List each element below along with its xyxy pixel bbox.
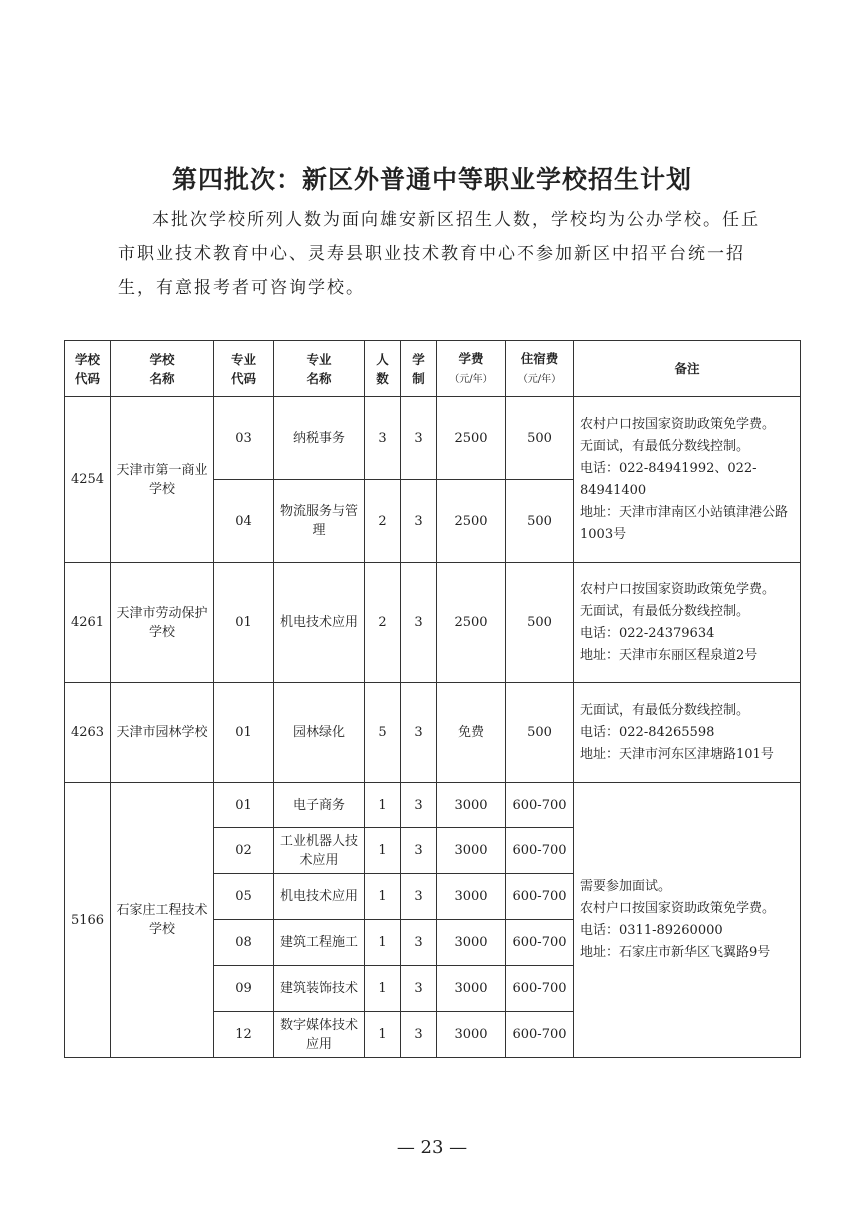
major-count: 1 [365,920,401,966]
major-lodging: 500 [506,683,574,783]
major-years: 3 [401,828,437,874]
page-title: 第四批次：新区外普通中等职业学校招生计划 [171,165,692,194]
major-years: 3 [401,874,437,920]
table-row [65,683,801,783]
major-name: 物流服务与管理 [274,480,365,563]
header-count: 人 数 [365,341,401,397]
header-tuition: 学费 （元/年） [437,341,506,397]
major-tuition: 免费 [437,683,506,783]
header-major-code: 专业 代码 [214,341,274,397]
major-count: 1 [365,874,401,920]
school-code: 4263 [65,683,111,783]
major-years: 3 [401,563,437,683]
major-tuition: 2500 [437,397,506,480]
major-count: 2 [365,563,401,683]
header-school-name: 学校 名称 [111,341,214,397]
header-years: 学 制 [401,341,437,397]
major-code: 09 [214,966,274,1012]
major-count: 1 [365,828,401,874]
major-code: 01 [214,683,274,783]
header-major-name: 专业 名称 [274,341,365,397]
major-lodging: 500 [506,480,574,563]
table-row [65,563,801,683]
major-lodging: 600-700 [506,828,574,874]
major-tuition: 3000 [437,828,506,874]
major-tuition: 3000 [437,1012,506,1058]
major-code: 04 [214,480,274,563]
major-code: 08 [214,920,274,966]
major-name: 机电技术应用 [274,563,365,683]
major-tuition: 3000 [437,874,506,920]
major-code: 02 [214,828,274,874]
table-row [65,397,801,480]
major-tuition: 3000 [437,783,506,828]
major-lodging: 600-700 [506,966,574,1012]
major-years: 3 [401,397,437,480]
header-lodging: 住宿费 （元/年） [506,341,574,397]
major-years: 3 [401,683,437,783]
school-note: 农村户口按国家资助政策免学费。 无面试，有最低分数线控制。 电话：022-24379634 地址：天津市东丽区程泉道2号 [574,563,801,683]
major-lodging: 600-700 [506,920,574,966]
major-name: 建筑工程施工 [274,920,365,966]
major-code: 12 [214,1012,274,1058]
major-tuition: 3000 [437,966,506,1012]
major-name: 工业机器人技术应用 [274,828,365,874]
school-code: 4261 [65,563,111,683]
major-name: 数字媒体技术应用 [274,1012,365,1058]
school-name: 天津市园林学校 [111,683,214,783]
school-name: 天津市劳动保护学校 [111,563,214,683]
major-count: 2 [365,480,401,563]
major-tuition: 2500 [437,480,506,563]
major-name: 纳税事务 [274,397,365,480]
major-count: 1 [365,966,401,1012]
major-tuition: 3000 [437,920,506,966]
major-lodging: 500 [506,563,574,683]
major-years: 3 [401,920,437,966]
school-name: 天津市第一商业学校 [111,397,214,563]
major-lodging: 600-700 [506,874,574,920]
major-name: 园林绿化 [274,683,365,783]
major-code: 01 [214,563,274,683]
intro-paragraph: 本批次学校所列人数为面向雄安新区招生人数，学校均为公办学校。任丘市职业技术教育中心、灵寿县职业技术教育中心不参加新区中招平台统一招生，有意报考者可咨询学校。 [118,210,760,298]
major-years: 3 [401,783,437,828]
school-code: 5166 [65,783,111,1058]
major-name: 电子商务 [274,783,365,828]
school-note: 无面试，有最低分数线控制。 电话：022-84265598 地址：天津市河东区津塘路101号 [574,683,801,783]
major-lodging: 600-700 [506,1012,574,1058]
major-code: 05 [214,874,274,920]
major-count: 1 [365,783,401,828]
school-name: 石家庄工程技术学校 [111,783,214,1058]
school-code: 4254 [65,397,111,563]
major-code: 01 [214,783,274,828]
table-header-row [65,341,801,397]
header-note: 备注 [574,341,801,397]
major-years: 3 [401,1012,437,1058]
major-count: 5 [365,683,401,783]
school-note: 需要参加面试。 农村户口按国家资助政策免学费。 电话：0311-89260000 地址：石家庄市新华区飞翼路9号 [574,783,801,1058]
enrollment-table [64,340,801,1058]
major-name: 机电技术应用 [274,874,365,920]
table-row [65,783,801,828]
major-years: 3 [401,966,437,1012]
header-school-code: 学校 代码 [65,341,111,397]
major-count: 1 [365,1012,401,1058]
major-tuition: 2500 [437,563,506,683]
major-lodging: 500 [506,397,574,480]
major-years: 3 [401,480,437,563]
major-name: 建筑装饰技术 [274,966,365,1012]
major-lodging: 600-700 [506,783,574,828]
major-code: 03 [214,397,274,480]
major-count: 3 [365,397,401,480]
school-note: 农村户口按国家资助政策免学费。 无面试，有最低分数线控制。 电话：022-84941992、022-84941400 地址：天津市津南区小站镇津港公路1003号 [574,397,801,563]
page-number: — 23 — [396,1137,468,1158]
